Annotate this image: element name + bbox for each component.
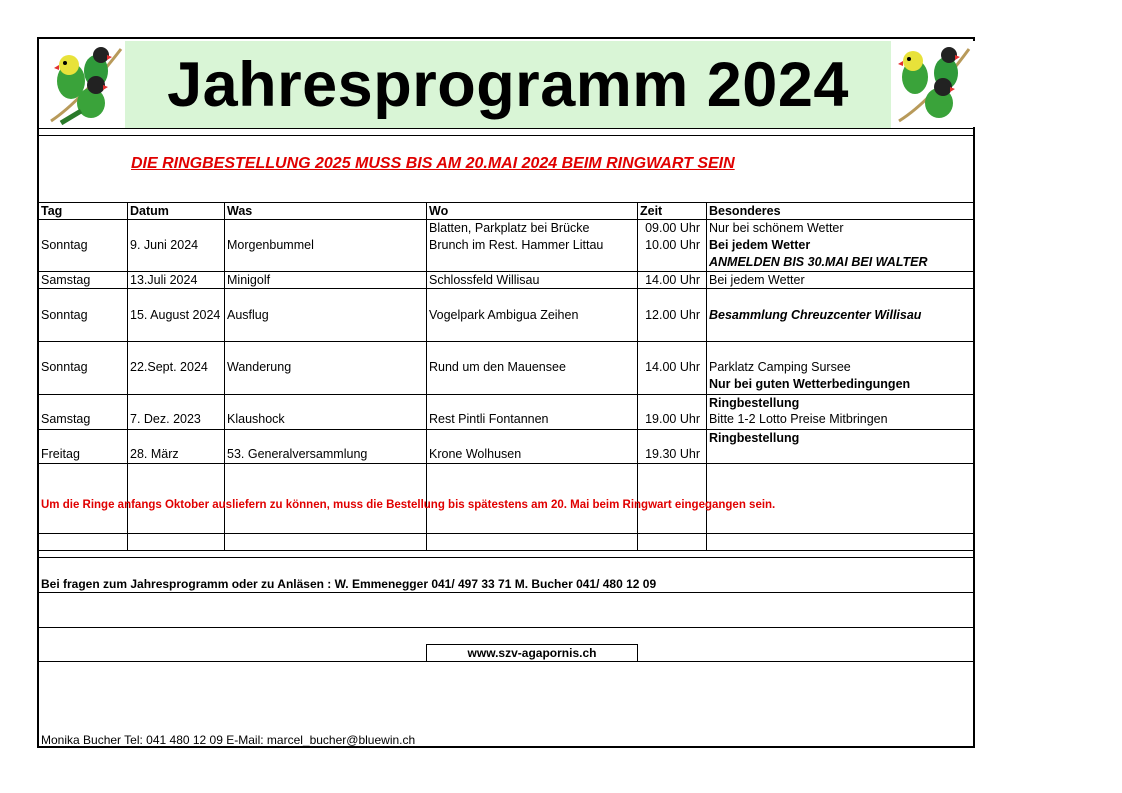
cell-besonderes: Bei jedem Wetter bbox=[709, 273, 805, 287]
column-header-zeit: Zeit bbox=[640, 204, 663, 218]
cell-besonderes: Parklatz Camping Sursee bbox=[709, 360, 851, 374]
cell-was: Ausflug bbox=[227, 308, 269, 322]
cell-datum: 7. Dez. 2023 bbox=[130, 412, 201, 426]
cell-zeit: 14.00 Uhr bbox=[645, 360, 700, 374]
column-header-besonderes: Besonderes bbox=[709, 204, 781, 218]
divider bbox=[39, 202, 973, 203]
divider bbox=[39, 557, 973, 558]
cell-wo: Brunch im Rest. Hammer Littau bbox=[429, 238, 604, 252]
cell-besonderes: ANMELDEN BIS 30.MAI BEI WALTER bbox=[709, 255, 928, 269]
contact-info: Bei fragen zum Jahresprogramm oder zu Anläsen : W. Emmenegger 041/ 497 33 71 M. Bucher 041/ 480 12 09 bbox=[41, 577, 657, 591]
cell-zeit: 10.00 Uhr bbox=[645, 238, 700, 252]
column-divider bbox=[706, 202, 707, 550]
divider bbox=[39, 394, 973, 395]
cell-zeit: 14.00 Uhr bbox=[645, 273, 700, 287]
column-divider bbox=[426, 202, 427, 550]
cell-was: Morgenbummel bbox=[227, 238, 314, 252]
column-header-tag: Tag bbox=[41, 204, 63, 218]
cell-was: Minigolf bbox=[227, 273, 271, 287]
cell-datum: 15. August 2024 bbox=[130, 308, 221, 322]
column-header-datum: Datum bbox=[130, 204, 169, 218]
cell-tag: Samstag bbox=[41, 273, 91, 287]
cell-besonderes: Bei jedem Wetter bbox=[709, 238, 811, 252]
cell-wo: Krone Wolhusen bbox=[429, 447, 522, 461]
cell-wo: Blatten, Parkplatz bei Brücke bbox=[429, 221, 590, 235]
divider bbox=[39, 135, 973, 136]
cell-was: Wanderung bbox=[227, 360, 292, 374]
ring-order-notice: DIE RINGBESTELLUNG 2025 MUSS BIS AM 20.MAI 2024 BEIM RINGWART SEIN bbox=[131, 155, 735, 172]
cell-tag: Samstag bbox=[41, 412, 91, 426]
column-divider bbox=[127, 202, 128, 550]
cell-zeit: 09.00 Uhr bbox=[645, 221, 700, 235]
cell-besonderes: Ringbestellung bbox=[709, 396, 800, 410]
cell-datum: 28. März bbox=[130, 447, 179, 461]
cell-zeit: 12.00 Uhr bbox=[645, 308, 700, 322]
cell-besonderes: Ringbestellung bbox=[709, 431, 800, 445]
divider bbox=[39, 627, 973, 628]
divider bbox=[39, 341, 973, 342]
cell-datum: 22.Sept. 2024 bbox=[130, 360, 208, 374]
column-header-wo: Wo bbox=[429, 204, 449, 218]
cell-tag: Sonntag bbox=[41, 308, 88, 322]
column-divider bbox=[637, 202, 638, 550]
cell-besonderes: Nur bei guten Wetterbedingungen bbox=[709, 377, 911, 391]
divider bbox=[39, 550, 973, 551]
cell-datum: 9. Juni 2024 bbox=[130, 238, 199, 252]
cell-tag: Sonntag bbox=[41, 238, 88, 252]
cell-datum: 13.Juli 2024 bbox=[130, 273, 198, 287]
cell-was: 53. Generalversammlung bbox=[227, 447, 368, 461]
cell-was: Klaushock bbox=[227, 412, 285, 426]
website-link[interactable]: www.szv-agapornis.ch bbox=[426, 644, 638, 662]
cell-besonderes: Bitte 1-2 Lotto Preise Mitbringen bbox=[709, 412, 888, 426]
cell-wo: Schlossfeld Willisau bbox=[429, 273, 540, 287]
divider bbox=[39, 429, 973, 430]
divider bbox=[39, 128, 973, 129]
divider bbox=[39, 288, 973, 289]
column-header-was: Was bbox=[227, 204, 253, 218]
program-sheet bbox=[37, 37, 975, 748]
cell-besonderes: Nur bei schönem Wetter bbox=[709, 221, 844, 235]
lovebird-illustration-left bbox=[41, 41, 125, 127]
cell-zeit: 19.00 Uhr bbox=[645, 412, 700, 426]
cell-tag: Freitag bbox=[41, 447, 80, 461]
cell-besonderes: Besammlung Chreuzcenter Willisau bbox=[709, 308, 922, 322]
column-divider bbox=[224, 202, 225, 550]
divider bbox=[39, 463, 973, 464]
cell-wo: Rund um den Mauensee bbox=[429, 360, 566, 374]
footer-contact: Monika Bucher Tel: 041 480 12 09 E-Mail: marcel_bucher@bluewin.ch bbox=[41, 733, 416, 747]
divider bbox=[39, 533, 973, 534]
ring-delivery-notice: Um die Ringe anfangs Oktober ausliefern zu können, muss die Bestellung bis spätestens am 20. Mai beim Ringwart eingegangen sein. bbox=[41, 499, 776, 511]
divider bbox=[39, 592, 973, 593]
page-title: Jahresprogramm 2024 bbox=[167, 49, 849, 120]
cell-tag: Sonntag bbox=[41, 360, 88, 374]
lovebird-illustration-right bbox=[891, 41, 975, 127]
cell-wo: Rest Pintli Fontannen bbox=[429, 412, 549, 426]
cell-zeit: 19.30 Uhr bbox=[645, 447, 700, 461]
cell-wo: Vogelpark Ambigua Zeihen bbox=[429, 308, 579, 322]
